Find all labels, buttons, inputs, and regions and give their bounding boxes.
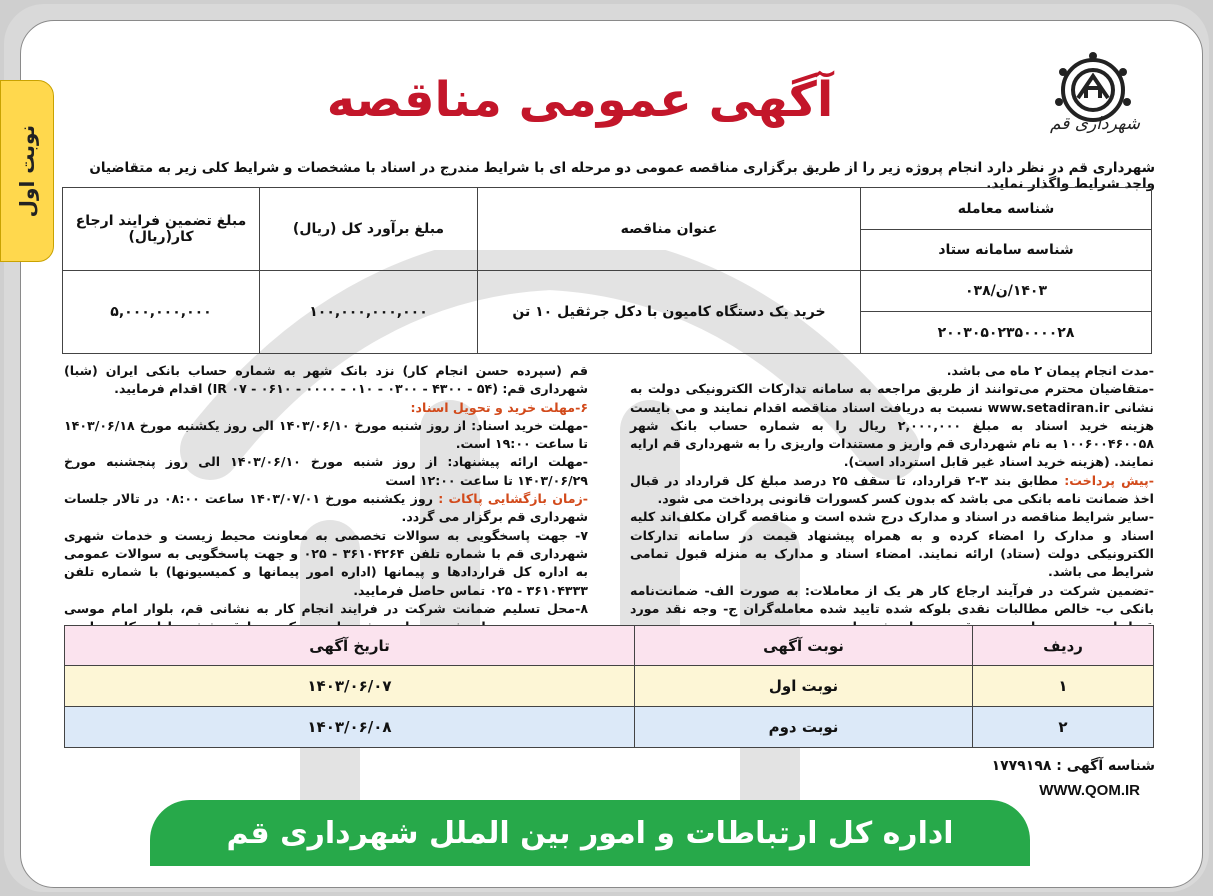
row-1-turn: نوبت اول: [635, 666, 973, 707]
conditions-columns: [64, 362, 1154, 624]
condition-6-open-text: روز یکشنبه مورخ ۱۴۰۳/۰۷/۰۱ ساعت ۰۸:۰۰ در تالار جلسات شهرداری قم برگزار می گردد.: [64, 491, 588, 525]
condition-5-continued: قم (سپرده حسن انجام کار) نزد بانک شهر به شماره حساب بانکی ایران (شبا) شهرداری قم: (۵۴ - ۴۳۰۰ - ۰۳۰۰ - ۰۱۰ - ۰۰۰۰ - ۰۶۱۰ - ۰۷ IR) اقدام فرمایید.: [64, 363, 588, 397]
conditions-right-column: [630, 362, 1154, 624]
condition-6-submit: -مهلت ارائه پیشنهاد: از روز شنبه مورخ ۱۴۰۳/۰۶/۱۰ الی روز پنجشنبه مورخ ۱۴۰۳/۰۶/۲۹ تا ساعت ۱۲:۰۰ است: [64, 454, 588, 488]
cell-subject: خرید یک دستگاه کامیون با دکل جرثقیل ۱۰ تن: [478, 271, 861, 354]
condition-1: -مدت انجام پیمان ۲ ماه می باشد.: [946, 363, 1154, 378]
condition-6-open: [64, 490, 588, 527]
condition-8: ۸-محل تسلیم ضمانت شرکت در فرایند انجام کار به نشانی قم، بلوار امام موسی: [64, 600, 588, 616]
cell-guarantee: ۵,۰۰۰,۰۰۰,۰۰۰: [63, 271, 260, 354]
condition-5: -تضمین شرکت در فرآیند ارجاع کار هر یک از معاملات: به صورت الف- ضمانت‌نامه بانکی ب- خالص مطالبات نقدی بلوکه شده تایید شده معامله‌گران ج- وجه نقد مورد: [630, 582, 1154, 616]
condition-6-title: ۶-مهلت خرید و تحویل اسناد:: [410, 399, 588, 415]
header-turn: نوبت آگهی: [635, 626, 973, 666]
header-date: تاریخ آگهی: [65, 626, 635, 666]
cell-estimate: ۱۰۰,۰۰۰,۰۰۰,۰۰۰: [260, 271, 478, 354]
header-subject: عنوان مناقصه: [478, 188, 861, 271]
publication-badge: [0, 80, 54, 262]
condition-2: -متقاضیان محترم می‌توانند از طریق مراجعه به سامانه تدارکات الکترونیکی دولت به نشانی www.setadiran.ir نسبت به دریافت اسناد مناقصه اقدام نمایند و می بایست هزینه خرید اسناد به مبلغ ۲,۰۰۰,۰۰۰ ریال را به شماره حساب بانک شهر ۱۰۰۶۰۰۴۶۰۰۵۸ به نام شهرداری قم واریز و مستندات واریزی را به شهرداری قم ارایه نمایند. (هزینه خرید اسناد غیر قابل استرداد است).: [630, 381, 1155, 470]
row-1-number: ۱: [973, 666, 1154, 707]
conditions-left-column: [64, 362, 588, 624]
condition-3-text: مطابق بند ۳-۲ قرارداد، تا سقف ۲۵ درصد مبلغ کل قرارداد در قبال اخذ ضمانت نامه بانکی می باشد که بدون کسر کسورات قانونی پرداخت می شود.: [630, 472, 1154, 507]
logo-caption: شهرداری قم: [1049, 114, 1141, 134]
header-deal-id: شناسه معامله: [861, 188, 1152, 230]
schedule-table: [64, 625, 1154, 748]
website-link[interactable]: WWW.QOM.IR: [1039, 782, 1140, 799]
ad-id: شناسه آگهی : ۱۷۷۹۱۹۸: [991, 758, 1155, 774]
header-guarantee: مبلغ تضمین فرایند ارجاع کار(ریال): [63, 188, 260, 271]
row-1-date: ۱۴۰۳/۰۶/۰۷: [65, 666, 635, 707]
header-setad-id: شناسه سامانه ستاد: [861, 230, 1152, 271]
row-2-number: ۲: [973, 707, 1154, 748]
condition-6-buy: -مهلت خرید اسناد: از روز شنبه مورخ ۱۴۰۳/۰۶/۱۰ الی روز یکشنبه مورخ ۱۴۰۳/۰۶/۱۸ تا ساعت ۱۹:۰۰ است.: [64, 417, 588, 452]
row-2-turn: نوبت دوم: [635, 707, 973, 748]
notice-title: آگهی عمومی مناقصه: [326, 72, 834, 128]
header-row-number: ردیف: [973, 626, 1154, 666]
badge-label: نوبت اول: [15, 124, 39, 218]
condition-4: -سایر شرایط مناقصه در اسناد و مدارک درج شده است و مناقصه گران مکلف‌اند کلیه اسناد و مدارک را امضاء کرده و به همراه پیشنهاد قیمت در سامانه تدارکات الکترونیکی دولت (ستاد) ارائه نمایند. امضاء اسناد و مدارک به منزله قبول تمامی شرایط می باشد.: [630, 509, 1154, 580]
condition-6-open-label: -زمان بازگشایی پاکات :: [438, 491, 588, 507]
cell-setad-id: ۲۰۰۳۰۵۰۲۳۵۰۰۰۰۲۸: [861, 312, 1152, 354]
condition-7: ۷- جهت پاسخگویی به سوالات تخصصی به معاونت محیط زیست و خدمات شهری شهرداری قم با شماره تلفن ۳۶۱۰۴۲۶۴ - ۰۲۵ و جهت پاسخگویی به سوالات عمومی به اداره کل قراردادها و پیمانها (اداره امور پیمانها و کمیسیونها) با شماره تلفن ۳۶۱۰۴۳۳۳ - ۰۲۵ تماس حاصل فرمایید.: [64, 527, 588, 598]
footer-text: اداره کل ارتباطات و امور بین الملل شهرداری قم: [226, 815, 954, 851]
tender-table: [62, 187, 1152, 354]
condition-3: [630, 472, 1154, 509]
intro-paragraph: شهرداری قم در نظر دارد انجام پروژه زیر را از طریق برگزاری مناقصه عمومی دو مرحله ای با شرایط مندرج در اسناد با مشخصات و شرایط کلی زیر به متقاضیان واجد شرایط واگذار نماید.: [89, 160, 1155, 192]
row-2-date: ۱۴۰۳/۰۶/۰۸: [65, 707, 635, 748]
cell-deal-id: ۱۴۰۳/ن/۰۳۸: [861, 271, 1152, 312]
footer-banner: [150, 800, 1030, 866]
condition-3-label: -پیش پرداخت:: [1064, 472, 1154, 488]
header-estimate: مبلغ برآورد کل (ریال): [260, 188, 478, 271]
